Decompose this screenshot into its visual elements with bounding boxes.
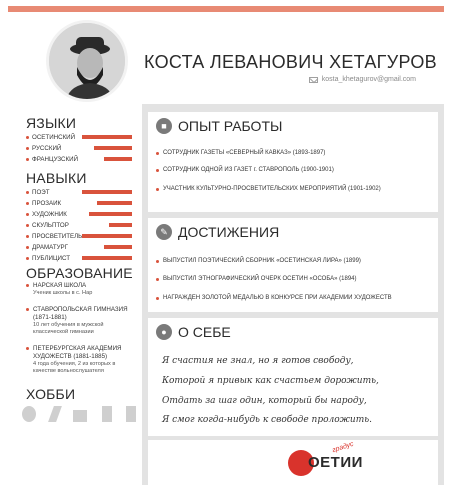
bullet-dot bbox=[156, 260, 159, 263]
books-icon bbox=[102, 406, 112, 422]
skill-level-bar bbox=[104, 245, 132, 249]
achievements-card bbox=[148, 218, 438, 312]
language-item: РУССКИЙ bbox=[26, 145, 138, 152]
about-card bbox=[148, 318, 438, 436]
bullet-dot bbox=[26, 284, 29, 287]
brand-logo bbox=[148, 440, 438, 485]
bullet-dot bbox=[156, 152, 159, 155]
briefcase-icon: ■ bbox=[156, 118, 172, 134]
experience-item: СОТРУДНИК ГАЗЕТЫ «СЕВЕРНЫЙ КАВКАЗ» (1893-1897) bbox=[156, 150, 325, 156]
bullet-dot bbox=[26, 191, 29, 194]
skills-title: НАВЫКИ bbox=[26, 170, 87, 186]
skill-level-bar bbox=[82, 256, 132, 260]
books-stack-icon bbox=[126, 406, 136, 422]
bullet-dot bbox=[156, 169, 159, 172]
avatar bbox=[46, 20, 128, 102]
achievements-title: ДОСТИЖЕНИЯ bbox=[178, 224, 280, 240]
logo-text: ОЕТИИ bbox=[308, 454, 363, 471]
skill-item: ХУДОЖНИК bbox=[26, 211, 138, 218]
poem-line: Я счастия не знал, но я готов свободу, bbox=[162, 356, 354, 366]
skill-level-bar bbox=[89, 212, 132, 216]
achievement-item: ВЫПУСТИЛ ЭТНОГРАФИЧЕСКИЙ ОЧЕРК ОСЕТИН «ОСОБА» (1894) bbox=[156, 276, 357, 282]
languages-title: ЯЗЫКИ bbox=[26, 115, 77, 131]
skill-item: ПРОСВЕТИТЕЛЬ bbox=[26, 233, 138, 240]
education-item bbox=[26, 282, 134, 297]
skill-item: ПОЭТ bbox=[26, 189, 138, 196]
education-desc: 10 лет обучения в мужской классической гимназии bbox=[33, 322, 104, 335]
education-desc: 4 года обучения, 2 из которых в качестве вольнослушателя bbox=[33, 361, 116, 374]
education-school: ПЕТЕРБУРГСКАЯ АКАДЕМИЯ ХУДОЖЕСТВ (1881-1885) bbox=[33, 345, 122, 360]
hobby-title: ХОББИ bbox=[26, 386, 76, 402]
bullet-dot bbox=[26, 224, 29, 227]
about-title: О СЕБЕ bbox=[178, 324, 231, 340]
bullet-dot bbox=[156, 278, 159, 281]
bullet-dot bbox=[26, 347, 29, 350]
palette-icon bbox=[22, 406, 36, 422]
education-title: ОБРАЗОВАНИЕ bbox=[26, 265, 133, 281]
experience-item: УЧАСТНИК КУЛЬТУРНО-ПРОСВЕТИТЕЛЬСКИХ МЕРОПРИЯТИЙ (1901-1902) bbox=[156, 186, 381, 192]
language-item: ФРАНЦУЗСКИЙ bbox=[26, 156, 138, 163]
skill-level-bar bbox=[109, 223, 132, 227]
skill-item: СКУЛЬПТОР bbox=[26, 222, 138, 229]
person-icon: ● bbox=[156, 324, 172, 340]
logo-subtext: градус bbox=[331, 440, 355, 455]
experience-title: ОПЫТ РАБОТЫ bbox=[178, 118, 283, 134]
education-desc: Ученик школы в с. Нар bbox=[33, 290, 93, 296]
skill-level-bar bbox=[97, 201, 132, 205]
bullet-dot bbox=[26, 235, 29, 238]
easel-icon bbox=[73, 410, 87, 422]
bullet-dot bbox=[26, 202, 29, 205]
achievement-item: НАГРАЖДЕН ЗОЛОТОЙ МЕДАЛЬЮ В КОНКУРСЕ ПРИ АКАДЕМИИ ХУДОЖЕСТВ bbox=[156, 295, 392, 301]
skill-item: ДРАМАТУРГ bbox=[26, 244, 138, 251]
bullet-dot bbox=[156, 188, 159, 191]
email-address[interactable]: kosta_khetagurov@gmail.com bbox=[321, 76, 416, 83]
resume-header bbox=[8, 12, 444, 104]
language-level-bar bbox=[104, 157, 132, 161]
portrait-image bbox=[49, 23, 128, 102]
language-level-bar bbox=[82, 135, 132, 139]
experience-card bbox=[148, 112, 438, 212]
education-school: СТАВРОПОЛЬСКАЯ ГИМНАЗИЯ (1871-1881) bbox=[33, 306, 128, 321]
skill-item: ПРОЗАИК bbox=[26, 200, 138, 207]
quill-icon bbox=[48, 406, 62, 422]
skill-item: ПУБЛИЦИСТ bbox=[26, 255, 138, 262]
bullet-dot bbox=[26, 213, 29, 216]
language-level-bar bbox=[94, 146, 132, 150]
bullet-dot bbox=[26, 308, 29, 311]
achievement-item: ВЫПУСТИЛ ПОЭТИЧЕСКИЙ СБОРНИК «ОСЕТИНСКАЯ ЛИРА» (1899) bbox=[156, 258, 361, 264]
pencil-icon: ✎ bbox=[156, 224, 172, 240]
mail-icon bbox=[309, 77, 318, 83]
skill-level-bar bbox=[82, 234, 132, 238]
education-item bbox=[26, 345, 134, 375]
bullet-dot bbox=[26, 158, 29, 161]
experience-header bbox=[156, 118, 282, 134]
achievements-header bbox=[156, 224, 279, 240]
poem-line: Которой я привык как счастьем дорожить, bbox=[162, 376, 379, 386]
email-row[interactable] bbox=[309, 76, 416, 83]
about-header bbox=[156, 324, 231, 340]
skill-level-bar bbox=[82, 190, 132, 194]
poem-line: Отдать за шаг один, который бы народу, bbox=[162, 396, 367, 406]
education-school: НАРСКАЯ ШКОЛА bbox=[33, 282, 87, 289]
hobby-icons bbox=[22, 406, 136, 422]
bullet-dot bbox=[156, 297, 159, 300]
experience-item: СОТРУДНИК ОДНОЙ ИЗ ГАЗЕТ г. СТАВРОПОЛЬ (1900-1901) bbox=[156, 167, 334, 173]
poem-line: Я смог когда-нибудь к свободе проложить. bbox=[162, 415, 372, 425]
language-item: ОСЕТИНСКИЙ bbox=[26, 134, 138, 141]
bullet-dot bbox=[26, 246, 29, 249]
education-item bbox=[26, 306, 134, 336]
bullet-dot bbox=[26, 147, 29, 150]
bullet-dot bbox=[26, 257, 29, 260]
bullet-dot bbox=[26, 136, 29, 139]
person-name: КОСТА ЛЕВАНОВИЧ ХЕТАГУРОВ bbox=[144, 52, 437, 72]
